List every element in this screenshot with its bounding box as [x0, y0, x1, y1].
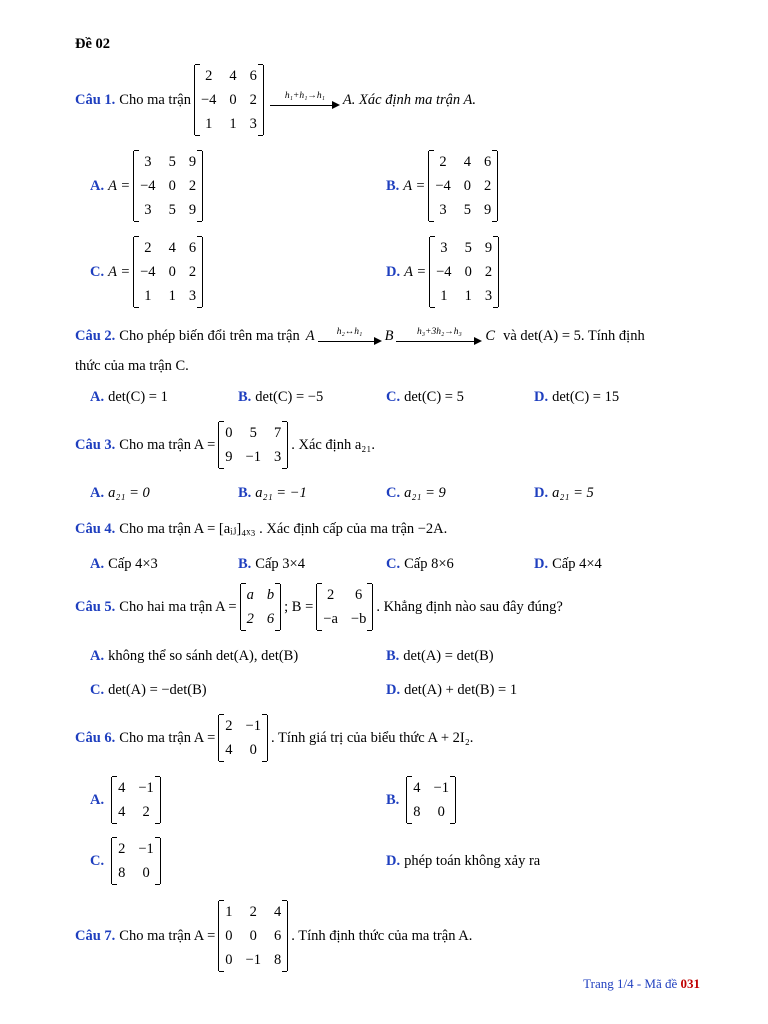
matrix-cell: 0 [168, 178, 176, 194]
option-label: B. [386, 177, 400, 194]
matrix-cell: 2 [188, 178, 197, 194]
question-5 [75, 582, 563, 632]
matrix-cell: 6 [273, 928, 282, 944]
question-text: Cho ma trận A = [aᵢⱼ]₄ₓ₃ . Xác định cấp của ma trận −2A. [119, 520, 448, 537]
matrix-cell: 1 [229, 116, 237, 132]
matrix-cell: 3 [144, 202, 152, 218]
matrix-cell: 0 [229, 92, 237, 108]
matrix-b [316, 584, 373, 630]
option-label: C. [90, 681, 105, 698]
matrix-cell: 0 [463, 178, 471, 194]
option-d[interactable] [534, 386, 619, 408]
option-lhs: A = [403, 177, 426, 194]
option-label: A. [90, 791, 105, 808]
row-operation-arrow [270, 91, 340, 109]
matrix-cell: 0 [168, 264, 176, 280]
matrix-cell: 0 [249, 928, 257, 944]
option-a[interactable] [90, 553, 158, 575]
matrix-cell: 0 [225, 425, 233, 441]
option-label: B. [238, 555, 252, 572]
matrix-cell: −1 [433, 780, 449, 796]
matrix-cell: 2 [188, 264, 197, 280]
matrix-cell: 5 [464, 240, 472, 256]
matrix-cell: 9 [225, 449, 233, 465]
matrix-cell: 6 [249, 68, 257, 84]
matrix-cell: b [266, 587, 275, 603]
matrix-cell: 1 [144, 288, 152, 304]
option-label: C. [386, 555, 401, 572]
option-label: D. [534, 484, 549, 501]
matrix-cell: 1 [168, 288, 176, 304]
matrix-cell: 0 [249, 742, 257, 758]
row-operation: h₃+3h₂→h₃ [417, 327, 462, 337]
question-text-post: và det(A) = 5. Tính định [503, 327, 645, 344]
option-text: det(C) = 5 [404, 388, 464, 405]
matrix-cell: −4 [140, 178, 156, 194]
matrix-cell: 2 [484, 264, 493, 280]
question-text: Cho hai ma trận A = [119, 598, 237, 615]
matrix-cell: 9 [484, 240, 493, 256]
matrix-cell: 2 [484, 178, 492, 194]
matrix-cell: −1 [245, 952, 261, 968]
matrix [111, 838, 161, 884]
option-text: a₂₁ = −1 [255, 484, 307, 501]
matrix-cell: 4 [118, 804, 126, 820]
matrix-a [240, 584, 282, 630]
option-a[interactable] [90, 645, 298, 667]
option-b[interactable] [238, 386, 323, 408]
option-c[interactable] [90, 836, 164, 886]
matrix-cell: 8 [413, 804, 421, 820]
option-label: A. [90, 484, 105, 501]
matrix-cell: 9 [188, 202, 197, 218]
option-text: a₂₁ = 0 [108, 484, 150, 501]
matrix-cell: −1 [138, 841, 154, 857]
question-text-post: A. Xác định ma trận A. [342, 91, 476, 108]
matrix-cell: 4 [225, 742, 233, 758]
option-label: C. [90, 263, 105, 280]
matrix-a-symbol: A [305, 327, 315, 344]
matrix-cell: 3 [249, 116, 257, 132]
matrix [133, 237, 203, 307]
option-b[interactable] [238, 553, 305, 575]
option-label: A. [90, 555, 105, 572]
matrix-cell: 8 [273, 952, 282, 968]
option-text: det(C) = 1 [108, 388, 168, 405]
option-label: C. [386, 388, 401, 405]
option-c[interactable] [90, 234, 206, 310]
question-4 [75, 516, 447, 542]
question-text-mid: ; B = [284, 598, 314, 615]
row-operation-arrow [396, 327, 482, 345]
matrix-cell: 2 [439, 154, 447, 170]
option-label: D. [386, 263, 401, 280]
matrix [428, 151, 498, 221]
option-label: B. [386, 791, 400, 808]
matrix-cell: −4 [200, 92, 217, 108]
option-text: Cấp 3×4 [255, 555, 305, 572]
footer-text: Trang 1/4 - Mã đề [583, 976, 678, 991]
option-c[interactable] [386, 482, 446, 504]
option-d[interactable] [534, 553, 602, 575]
question-2 [75, 320, 645, 352]
option-text: a₂₁ = 5 [552, 484, 594, 501]
option-a[interactable] [90, 386, 168, 408]
question-label: Câu 6. [75, 729, 116, 746]
option-text: a₂₁ = 9 [404, 484, 446, 501]
option-text: det(C) = −5 [255, 388, 324, 405]
matrix-cell: 0 [437, 804, 445, 820]
option-lhs: A = [108, 263, 131, 280]
question-text: Cho ma trận A = [119, 729, 216, 746]
matrix-cell: 4 [168, 240, 176, 256]
matrix-cell: 2 [326, 587, 335, 603]
matrix [194, 65, 264, 135]
option-b[interactable] [386, 148, 501, 224]
option-label: D. [386, 681, 401, 698]
matrix-cell: 2 [225, 718, 233, 734]
matrix-cell: 5 [168, 154, 176, 170]
question-label: Câu 2. [75, 327, 116, 344]
option-lhs: A = [108, 177, 131, 194]
matrix-cell: 2 [144, 240, 152, 256]
option-text: phép toán không xảy ra [404, 852, 541, 869]
matrix-cell: −b [350, 611, 367, 627]
option-text: không thể so sánh det(A), det(B) [108, 647, 299, 664]
question-text-post: . Tính giá trị của biểu thức A + 2I₂. [270, 729, 474, 746]
row-operation-arrow [318, 327, 382, 345]
matrix-cell: 2 [205, 68, 213, 84]
option-label: C. [90, 852, 105, 869]
option-d[interactable] [386, 679, 517, 701]
option-label: A. [90, 388, 105, 405]
matrix-cell: −1 [245, 718, 261, 734]
question-text-post: . Tính định thức của ma trận A. [291, 927, 473, 944]
option-text: det(A) + det(B) = 1 [404, 681, 518, 698]
matrix-cell: 2 [249, 92, 257, 108]
matrix [218, 901, 288, 971]
matrix-cell: −4 [140, 264, 156, 280]
matrix-cell: 2 [249, 904, 257, 920]
option-label: D. [386, 852, 401, 869]
option-c[interactable] [386, 386, 464, 408]
matrix-cell: 2 [142, 804, 150, 820]
question-1 [75, 62, 476, 138]
option-a[interactable] [90, 482, 150, 504]
matrix-cell: 1 [440, 288, 448, 304]
matrix-cell: 8 [118, 865, 126, 881]
option-a[interactable] [90, 148, 206, 224]
matrix-cell: 4 [413, 780, 421, 796]
matrix [133, 151, 203, 221]
matrix-cell: 4 [273, 904, 282, 920]
matrix-cell: 6 [188, 240, 197, 256]
matrix-b-symbol: B [384, 327, 394, 344]
option-label: D. [534, 555, 549, 572]
matrix-c-symbol: C [485, 327, 496, 344]
option-d[interactable] [386, 234, 502, 310]
matrix-cell: 1 [464, 288, 472, 304]
matrix-cell: 0 [225, 928, 233, 944]
matrix-cell: −1 [138, 780, 154, 796]
matrix-cell: 3 [440, 240, 448, 256]
question-label: Câu 4. [75, 520, 116, 537]
matrix-cell: −4 [435, 178, 451, 194]
matrix-cell: 1 [205, 116, 213, 132]
matrix-cell: 5 [168, 202, 176, 218]
matrix-cell: 2 [246, 611, 254, 627]
matrix [218, 422, 288, 468]
question-text: Cho phép biến đổi trên ma trận [119, 327, 300, 344]
matrix-cell: 0 [464, 264, 472, 280]
matrix-cell: 7 [273, 425, 282, 441]
matrix-cell: 0 [142, 865, 150, 881]
matrix-cell: 6 [266, 611, 275, 627]
matrix [218, 715, 268, 761]
matrix-cell: 5 [249, 425, 257, 441]
question-text-post: . Khẳng định nào sau đây đúng? [376, 598, 563, 615]
matrix-cell: 6 [484, 154, 492, 170]
option-label: D. [534, 388, 549, 405]
matrix-cell: 4 [463, 154, 471, 170]
matrix-cell: 9 [484, 202, 492, 218]
matrix-cell: 1 [225, 904, 233, 920]
matrix-cell: 4 [229, 68, 237, 84]
matrix-cell: 5 [463, 202, 471, 218]
option-d[interactable] [386, 850, 540, 872]
matrix-cell: 2 [118, 841, 126, 857]
matrix-cell: a [246, 587, 254, 603]
option-text: det(A) = det(B) [403, 647, 494, 664]
option-b[interactable] [386, 645, 494, 667]
option-c[interactable] [90, 679, 207, 701]
exam-code: 031 [680, 976, 700, 991]
option-a[interactable] [90, 775, 164, 825]
option-lhs: A = [404, 263, 427, 280]
question-text: Cho ma trận A = [119, 927, 216, 944]
question-3 [75, 420, 375, 470]
option-text: det(C) = 15 [552, 388, 620, 405]
option-text: det(A) = −det(B) [108, 681, 207, 698]
matrix-cell: 3 [144, 154, 152, 170]
option-c[interactable] [386, 553, 454, 575]
option-label: B. [238, 388, 252, 405]
question-7 [75, 898, 472, 974]
option-text: Cấp 8×6 [404, 555, 454, 572]
matrix-cell: 4 [118, 780, 126, 796]
question-text-post: . Xác định a₂₁. [291, 436, 376, 453]
question-text: Cho ma trận A = [119, 436, 216, 453]
matrix-cell: 3 [188, 288, 197, 304]
option-label: B. [386, 647, 400, 664]
matrix-cell: 3 [439, 202, 447, 218]
matrix-cell: 6 [354, 587, 363, 603]
question-label: Câu 5. [75, 598, 116, 615]
question-text: Cho ma trận [119, 91, 191, 108]
option-label: A. [90, 177, 105, 194]
option-text: Cấp 4×3 [108, 555, 158, 572]
question-label: Câu 7. [75, 927, 116, 944]
matrix-cell: −1 [245, 449, 261, 465]
matrix-cell: −a [323, 611, 338, 627]
row-operation: h₁+h₁→h₁ [284, 91, 325, 101]
option-b[interactable] [238, 482, 307, 504]
matrix-cell: 9 [188, 154, 197, 170]
page-footer [583, 976, 700, 992]
question-label: Câu 3. [75, 436, 116, 453]
option-d[interactable] [534, 482, 594, 504]
option-label: B. [238, 484, 252, 501]
question-6 [75, 713, 473, 763]
question-label: Câu 1. [75, 91, 116, 108]
matrix-cell: −4 [436, 264, 452, 280]
exam-title: Đề 02 [75, 36, 111, 52]
matrix [406, 777, 456, 823]
option-label: A. [90, 647, 105, 664]
matrix [429, 237, 499, 307]
row-operation: h₂↔h₁ [336, 327, 363, 337]
option-b[interactable] [386, 775, 459, 825]
option-label: C. [386, 484, 401, 501]
matrix-cell: 0 [225, 952, 233, 968]
matrix [111, 777, 161, 823]
matrix-cell: 3 [273, 449, 282, 465]
question-text-line2: thức của ma trận C. [75, 358, 189, 374]
option-text: Cấp 4×4 [552, 555, 602, 572]
matrix-cell: 3 [484, 288, 493, 304]
